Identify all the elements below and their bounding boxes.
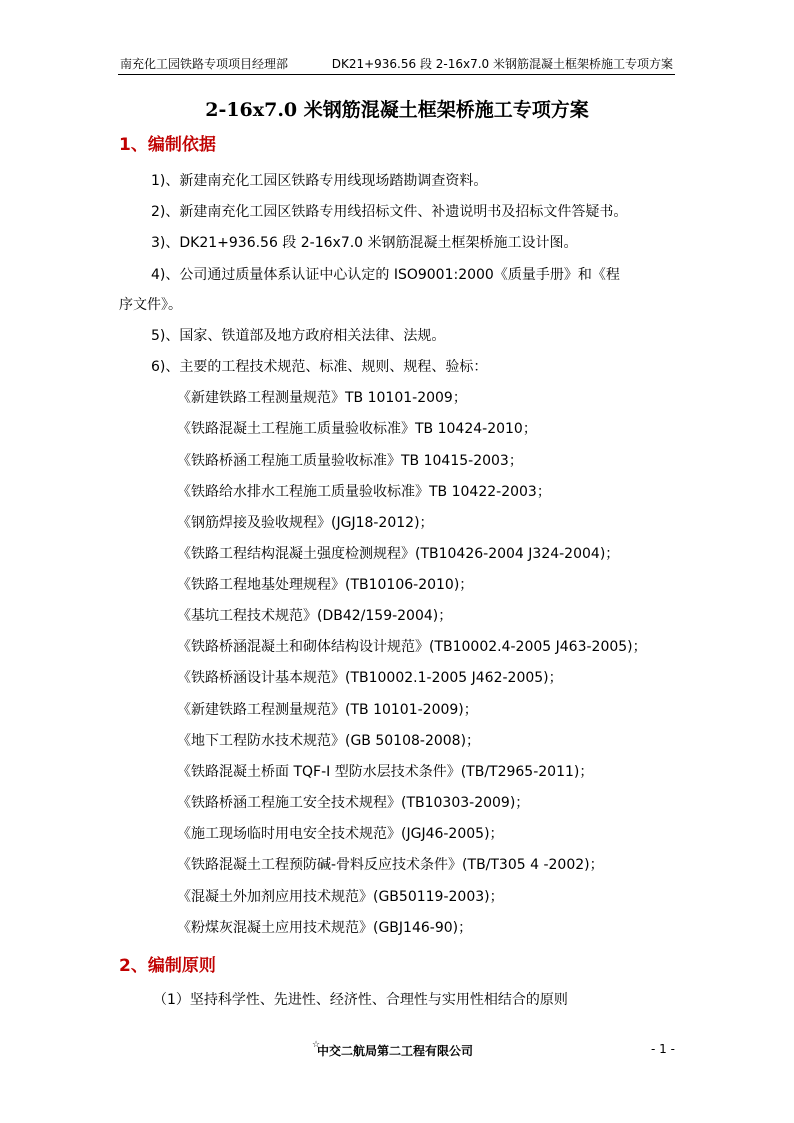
page-number: - 1 -: [651, 1042, 675, 1056]
section-1-heading: 1、编制依据: [119, 135, 216, 155]
header-left-text: 南充化工园铁路专项项目经理部: [120, 57, 289, 71]
basis-item-6: 6)、主要的工程技术规范、标准、规则、规程、验标：: [151, 359, 488, 375]
standard-item: 《基坑工程技术规范》(DB42/159-2004)；: [177, 608, 453, 624]
footer-company-name: 中交二航局第二工程有限公司: [317, 1044, 474, 1058]
standard-item: 《新建铁路工程测量规范》(TB 10101-2009)；: [177, 702, 478, 718]
basis-item-4-continued: 序文件》。: [119, 297, 182, 313]
header-right-text: DK21+936.56 段 2-16x7.0 米钢筋混凝土框架桥施工专项方案: [331, 57, 673, 71]
standard-item: 《施工现场临时用电安全技术规范》(JGJ46-2005)；: [177, 826, 504, 842]
page-footer: [0, 1040, 794, 1062]
basis-item-2: 2)、新建南充化工园区铁路专用线招标文件、补遗说明书及招标文件答疑书。: [151, 204, 628, 220]
standard-item: 《铁路桥涵工程施工质量验收标准》TB 10415-2003；: [177, 453, 523, 469]
principle-item-1: （1）坚持科学性、先进性、经济性、合理性与实用性相结合的原则: [153, 992, 568, 1008]
standard-item: 《新建铁路工程测量规范》TB 10101-2009；: [177, 390, 467, 406]
document-title: 2-16x7.0 米钢筋混凝土框架桥施工专项方案: [205, 99, 589, 121]
page-header: [118, 54, 675, 75]
standard-item: 《铁路桥涵设计基本规范》(TB10002.1-2005 J462-2005)；: [177, 670, 563, 686]
standard-item: 《铁路工程地基处理规程》(TB10106-2010)；: [177, 577, 474, 593]
standard-item: 《铁路给水排水工程施工质量验收标准》TB 10422-2003；: [177, 484, 551, 500]
section-2-heading: 2、编制原则: [119, 956, 216, 976]
basis-item-1: 1)、新建南充化工园区铁路专用线现场踏勘调查资料。: [151, 173, 488, 189]
basis-item-4: 4)、公司通过质量体系认证中心认定的 ISO9001:2000《质量手册》和《程: [151, 267, 620, 283]
standard-item: 《铁路桥涵混凝土和砌体结构设计规范》(TB10002.4-2005 J463-2005)；: [177, 639, 647, 655]
standard-item: 《铁路桥涵工程施工安全技术规程》(TB10303-2009)；: [177, 795, 530, 811]
standard-item: 《铁路工程结构混凝土强度检测规程》(TB10426-2004 J324-2004)；: [177, 546, 620, 562]
standard-item: 《粉煤灰混凝土应用技术规范》(GBJ146-90)；: [177, 920, 473, 936]
standard-item: 《铁路混凝土工程施工质量验收标准》TB 10424-2010；: [177, 421, 537, 437]
standard-item: 《地下工程防水技术规范》(GB 50108-2008)；: [177, 733, 481, 749]
standard-item: 《钢筋焊接及验收规程》(JGJ18-2012)；: [177, 515, 434, 531]
standard-item: 《混凝土外加剂应用技术规范》(GB50119-2003)；: [177, 889, 504, 905]
basis-item-3: 3)、DK21+936.56 段 2-16x7.0 米钢筋混凝土框架桥施工设计图。: [151, 235, 578, 251]
standard-item: 《铁路混凝土工程预防碱-骨料反应技术条件》(TB/T305 4 -2002)；: [177, 857, 604, 873]
footer-star-icon: ☆: [312, 1040, 321, 1050]
standard-item: 《铁路混凝土桥面 TQF-I 型防水层技术条件》(TB/T2965-2011)；: [177, 764, 594, 780]
basis-item-5: 5)、国家、铁道部及地方政府相关法律、法规。: [151, 328, 446, 344]
